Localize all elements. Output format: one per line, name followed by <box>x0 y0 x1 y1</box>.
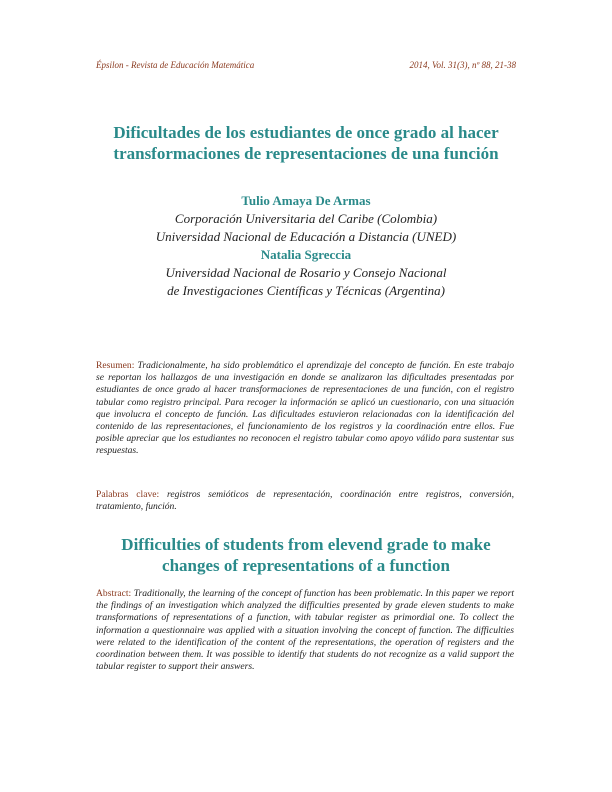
authors-block <box>96 192 516 300</box>
abstract-text: Tradicionalmente, ha sido problemático el aprendizaje del concepto de función. En este trabajo se reportan los hallazgos de una investigación en donde se analizaron las dificultades presentadas por estudiantes de once grado al hacer transformaciones de representaciones de una función, con el registro tabular como registro principal. Para recoger la información se aplicó un cuestionario, con una situación que involucra el concepto de función. Las dificultades estuvieron relacionadas con la identificación del contenido de las representaciones, el funcionamiento de los registros y la coordinación entre ellos. Fue posible apreciar que los estudiantes no reconocen el registro tabular como apoyo válido para sustentar sus respuestas. <box>96 360 514 457</box>
title-spanish-line1: Dificultades de los estudiantes de once grado al hacer <box>113 123 499 142</box>
affiliation: de Investigaciones Científicas y Técnicas (Argentina) <box>167 283 445 298</box>
abstract-label: Abstract: <box>96 588 132 599</box>
abstract-spanish <box>96 360 514 458</box>
keywords-spanish <box>96 489 514 513</box>
affiliation: Universidad Nacional de Educación a Distancia (UNED) <box>155 229 457 244</box>
title-spanish-line2: transformaciones de representaciones de una función <box>113 144 499 163</box>
abstract-label: Resumen: <box>96 360 135 371</box>
title-english-line2: changes of representations of a function <box>162 556 450 575</box>
author-name: Natalia Sgreccia <box>260 247 352 262</box>
journal-name: Épsilon - Revista de Educación Matemática <box>96 60 255 70</box>
keywords-text: registros semióticos de representación, coordinación entre registros, conversión, tratamiento, función. <box>96 489 514 513</box>
keywords-label: Palabras clave: <box>96 489 160 500</box>
title-english <box>60 534 552 576</box>
running-header <box>96 60 516 70</box>
affiliation: Universidad Nacional de Rosario y Consejo Nacional <box>165 265 447 280</box>
affiliation: Corporación Universitaria del Caribe (Colombia) <box>174 211 438 226</box>
abstract-text: Traditionally, the learning of the concept of function has been problematic. In this paper we report the findings of an investigation which analyzed the difficulties presented by grade eleven students to make transformations of representations of a function, with tabular register as primordial one. To collect the information a questionnaire was applied with a situation involving the concept of function. The difficulties were related to the identification of the content of the representations, the operation of registers and the coordination between them. It was possible to identify that students do not recognize as a valid support the tabular register to support their answers. <box>96 588 514 673</box>
abstract-english <box>96 588 514 673</box>
author-name: Tulio Amaya De Armas <box>241 193 371 208</box>
title-spanish <box>60 122 552 164</box>
title-english-line1: Difficulties of students from elevend grade to make <box>121 535 491 554</box>
citation-info: 2014, Vol. 31(3), nº 88, 21-38 <box>409 60 516 70</box>
